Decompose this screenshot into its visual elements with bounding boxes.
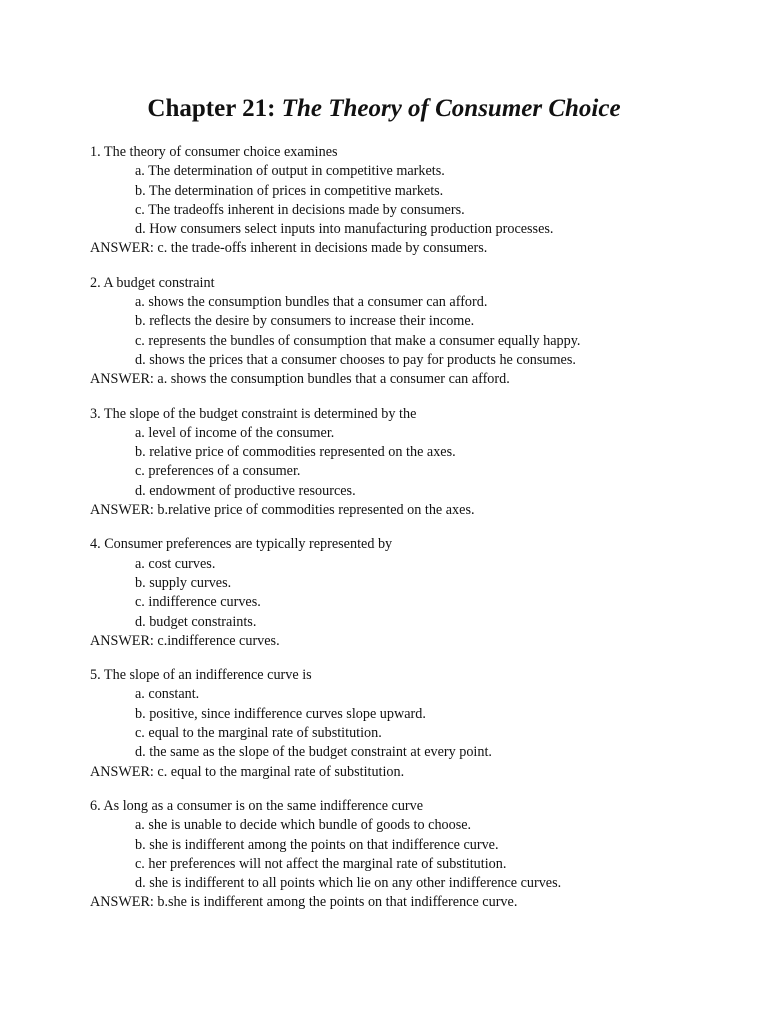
question-2 xyxy=(90,274,750,390)
option-d: d. shows the prices that a consumer chooses to pay for products he consumes. xyxy=(135,351,576,368)
option-a: a. constant. xyxy=(135,686,200,703)
question-5 xyxy=(90,666,750,782)
option-b: b. reflects the desire by consumers to increase their income. xyxy=(135,313,475,330)
option-a: a. level of income of the consumer. xyxy=(135,424,335,441)
option-a: a. cost curves. xyxy=(135,555,216,572)
question-stem: 2. A budget constraint xyxy=(90,274,215,291)
option-b: b. The determination of prices in competitive markets. xyxy=(135,182,444,199)
question-stem: 5. The slope of an indifference curve is xyxy=(90,667,312,684)
option-d: d. How consumers select inputs into manufacturing production processes. xyxy=(135,221,554,238)
option-d: d. endowment of productive resources. xyxy=(135,482,356,499)
question-list xyxy=(90,143,750,928)
option-d: d. she is indifferent to all points which lie on any other indifference curves. xyxy=(135,875,562,892)
answer-line: ANSWER: c.indifference curves. xyxy=(90,632,280,649)
answer-line: ANSWER: b.she is indifferent among the points on that indifference curve. xyxy=(90,894,518,911)
question-1 xyxy=(90,143,750,259)
option-a: a. she is unable to decide which bundle of goods to choose. xyxy=(135,817,472,834)
question-stem: 3. The slope of the budget constraint is determined by the xyxy=(90,405,417,422)
option-b: b. relative price of commodities represented on the axes. xyxy=(135,444,456,461)
option-c: c. indifference curves. xyxy=(135,594,261,611)
option-d: d. the same as the slope of the budget constraint at every point. xyxy=(135,744,492,761)
option-c: c. The tradeoffs inherent in decisions made by consumers. xyxy=(135,201,465,218)
option-b: b. she is indifferent among the points on that indifference curve. xyxy=(135,836,499,853)
question-4 xyxy=(90,535,750,651)
title-italic: The Theory of Consumer Choice xyxy=(281,95,621,122)
question-stem: 4. Consumer preferences are typically represented by xyxy=(90,536,393,553)
option-b: b. positive, since indifference curves slope upward. xyxy=(135,705,426,722)
question-stem: 6. As long as a consumer is on the same indifference curve xyxy=(90,797,424,814)
option-c: c. her preferences will not affect the marginal rate of substitution. xyxy=(135,855,507,872)
option-d: d. budget constraints. xyxy=(135,613,257,630)
option-a: a. The determination of output in competitive markets. xyxy=(135,163,445,180)
answer-line: ANSWER: b.relative price of commodities represented on the axes. xyxy=(90,502,475,519)
page-title xyxy=(0,93,768,125)
answer-line: ANSWER: c. equal to the marginal rate of substitution. xyxy=(90,763,405,780)
option-b: b. supply curves. xyxy=(135,574,232,591)
option-c: c. equal to the marginal rate of substitution. xyxy=(135,725,382,742)
question-stem: 1. The theory of consumer choice examines xyxy=(90,144,338,160)
question-3 xyxy=(90,405,750,521)
title-prefix: Chapter 21: xyxy=(147,95,276,122)
option-c: c. represents the bundles of consumption that make a consumer equally happy. xyxy=(135,332,581,349)
option-a: a. shows the consumption bundles that a consumer can afford. xyxy=(135,294,488,311)
option-c: c. preferences of a consumer. xyxy=(135,463,301,480)
question-6 xyxy=(90,797,750,913)
answer-line: ANSWER: c. the trade-offs inherent in decisions made by consumers. xyxy=(90,240,488,257)
answer-line: ANSWER: a. shows the consumption bundles that a consumer can afford. xyxy=(90,371,510,388)
